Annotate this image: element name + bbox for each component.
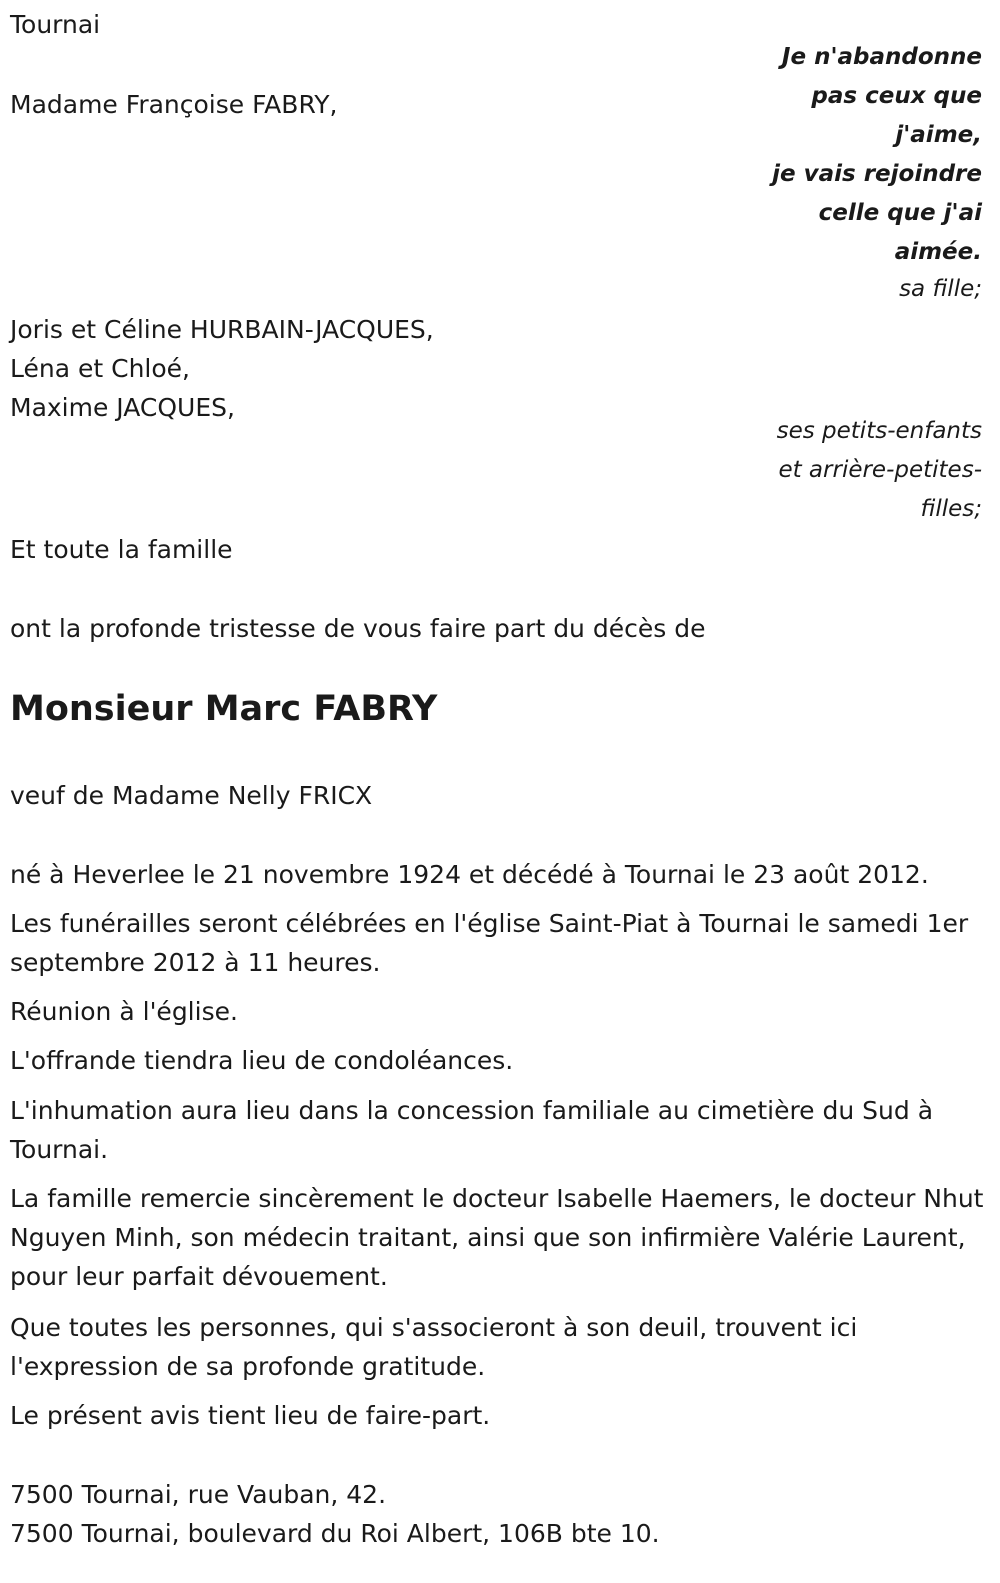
paragraph: Que toutes les personnes, qui s'associeront à son deuil, trouvent ici l'expression de sa profonde gratitude.	[10, 1313, 858, 1381]
relative-role: filles;	[920, 496, 982, 522]
widower-line: veuf de Madame Nelly FRICX	[10, 781, 373, 810]
announcement-line: ont la profonde tristesse de vous faire part du décès de	[10, 614, 706, 643]
paragraph: Réunion à l'église.	[10, 997, 238, 1026]
paragraph: né à Heverlee le 21 novembre 1924 et décédé à Tournai le 23 août 2012.	[10, 860, 929, 889]
paragraph: Les funérailles seront célébrées en l'église Saint-Piat à Tournai le samedi 1er septembre 2012 à 11 heures.	[10, 909, 969, 977]
relative-role: et arrière-petites-	[778, 457, 982, 483]
relative-name: Léna et Chloé,	[10, 354, 190, 383]
paragraph: Le présent avis tient lieu de faire-part.	[10, 1401, 491, 1430]
quote-line: j'aime,	[895, 122, 982, 148]
deceased-name: Monsieur Marc FABRY	[10, 689, 438, 729]
address-line: 7500 Tournai, boulevard du Roi Albert, 106B bte 10.	[10, 1519, 660, 1548]
quote-line: celle que j'ai	[818, 200, 982, 226]
quote-line: aimée.	[894, 239, 982, 265]
quote-line: pas ceux que	[811, 83, 982, 109]
quote-line: je vais rejoindre	[772, 161, 982, 187]
paragraph: L'inhumation aura lieu dans la concession familiale au cimetière du Sud à Tournai.	[10, 1096, 934, 1164]
paragraph: L'offrande tiendra lieu de condoléances.	[10, 1046, 514, 1075]
relative-role: ses petits-enfants	[776, 418, 982, 444]
relative-name: Maxime JACQUES,	[10, 393, 235, 422]
relative-name: Madame Françoise FABRY,	[10, 90, 338, 119]
address-line: 7500 Tournai, rue Vauban, 42.	[10, 1480, 387, 1509]
relative-name: Joris et Céline HURBAIN-JACQUES,	[10, 315, 434, 344]
paragraph: La famille remercie sincèrement le docteur Isabelle Haemers, le docteur Nhut Nguyen Minh, son médecin traitant, ainsi que son infirmière Valérie Laurent, pour leur parfait dévouement.	[10, 1184, 984, 1291]
quote-line: Je n'abandonne	[781, 44, 982, 70]
city-heading: Tournai	[10, 10, 101, 39]
family-line: Et toute la famille	[10, 535, 233, 564]
relative-role: sa fille;	[899, 276, 982, 302]
